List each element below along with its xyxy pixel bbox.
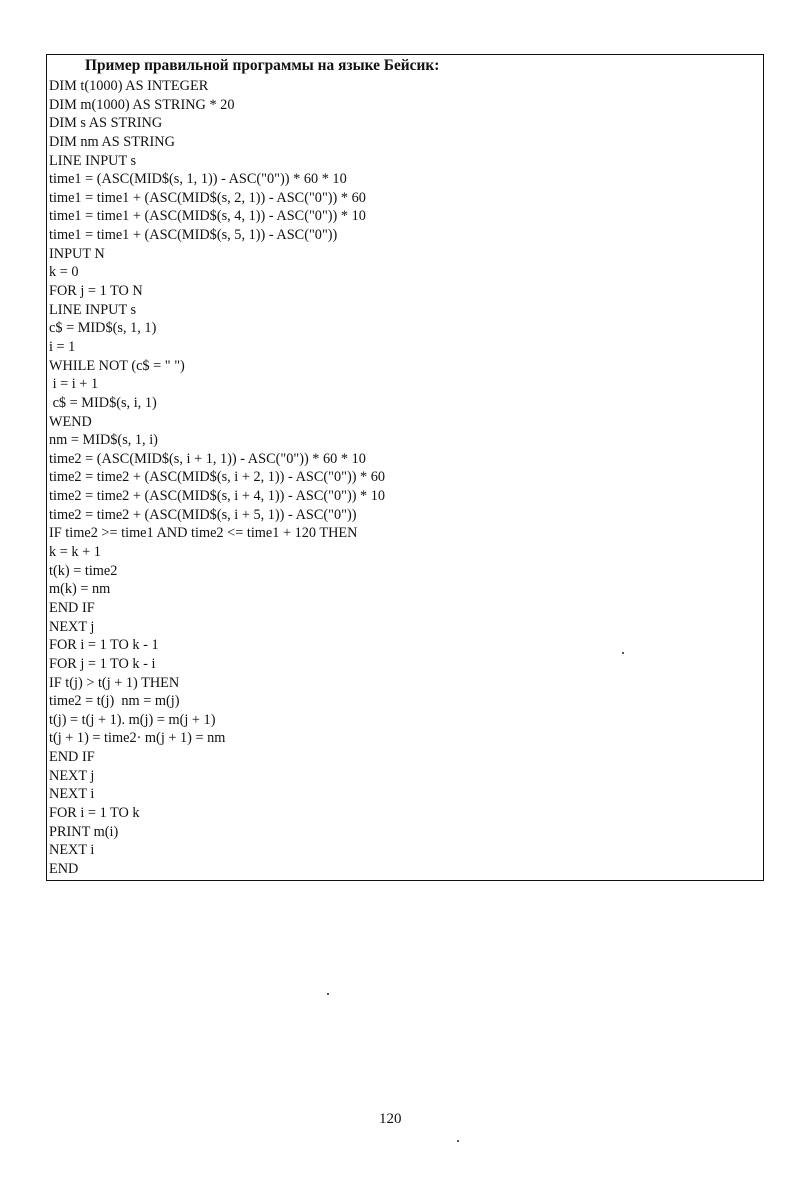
- code-line: i = i + 1: [49, 376, 99, 393]
- scan-speck: [622, 652, 624, 654]
- code-line: END IF: [49, 749, 95, 766]
- code-line: time1 = (ASC(MID$(s, 1, 1)) - ASC("0")) * 60 * 10: [49, 171, 347, 188]
- code-line: NEXT j: [49, 767, 95, 784]
- code-line: END: [49, 860, 79, 877]
- code-line: DIM t(1000) AS INTEGER: [49, 78, 209, 94]
- code-line: FOR j = 1 TO N: [49, 283, 143, 300]
- code-line: nm = MID$(s, 1, i): [49, 432, 158, 449]
- code-line: IF time2 >= time1 AND time2 <= time1 + 120 THEN: [49, 525, 358, 542]
- code-line: t(j + 1) = time2· m(j + 1) = nm: [49, 730, 226, 747]
- code-line: PRINT m(i): [49, 823, 119, 840]
- code-line: k = k + 1: [49, 544, 101, 561]
- code-lines: [49, 77, 385, 879]
- code-line: NEXT i: [49, 842, 95, 859]
- code-line: time1 = time1 + (ASC(MID$(s, 5, 1)) - ASC("0")): [49, 227, 338, 244]
- code-line: time1 = time1 + (ASC(MID$(s, 4, 1)) - ASC("0")) * 10: [49, 208, 366, 225]
- code-line: time2 = time2 + (ASC(MID$(s, i + 2, 1)) - ASC("0")) * 60: [49, 469, 386, 486]
- code-line: NEXT j: [49, 618, 95, 635]
- code-line: WEND: [49, 413, 92, 430]
- listing-title: Пример правильной программы на языке Бейсик:: [85, 57, 440, 74]
- code-line: DIM nm AS STRING: [49, 133, 175, 150]
- code-line: NEXT i: [49, 786, 95, 803]
- code-line: m(k) = nm: [49, 581, 111, 598]
- code-line: LINE INPUT s: [49, 152, 137, 169]
- code-line: IF t(j) > t(j + 1) THEN: [49, 674, 180, 691]
- code-line: time1 = time1 + (ASC(MID$(s, 2, 1)) - ASC("0")) * 60: [49, 189, 366, 206]
- code-line: FOR i = 1 TO k - 1: [49, 637, 159, 654]
- scan-speck: [327, 993, 329, 995]
- code-line: t(k) = time2: [49, 562, 118, 579]
- page-number: 120: [379, 1111, 402, 1127]
- code-line: WHILE NOT (c$ = " "): [49, 357, 185, 374]
- code-line: time2 = (ASC(MID$(s, i + 1, 1)) - ASC("0")) * 60 * 10: [49, 450, 366, 467]
- code-line: FOR i = 1 TO k: [49, 804, 140, 821]
- code-line: c$ = MID$(s, 1, 1): [49, 320, 157, 337]
- scan-speck: [457, 1140, 459, 1142]
- code-line: i = 1: [49, 338, 76, 355]
- code-line: DIM s AS STRING: [49, 115, 163, 132]
- code-line: c$ = MID$(s, i, 1): [49, 394, 157, 411]
- code-line: DIM m(1000) AS STRING * 20: [49, 96, 235, 113]
- code-line: k = 0: [49, 264, 79, 281]
- code-line: time2 = time2 + (ASC(MID$(s, i + 4, 1)) - ASC("0")) * 10: [49, 488, 386, 505]
- code-line: INPUT N: [49, 245, 105, 262]
- code-line: time2 = t(j) nm = m(j): [49, 693, 180, 710]
- code-line: FOR j = 1 TO k - i: [49, 655, 156, 672]
- code-line: time2 = time2 + (ASC(MID$(s, i + 5, 1)) - ASC("0")): [49, 506, 357, 523]
- code-line: LINE INPUT s: [49, 301, 137, 318]
- code-line: END IF: [49, 599, 95, 616]
- code-line: t(j) = t(j + 1). m(j) = m(j + 1): [49, 711, 216, 728]
